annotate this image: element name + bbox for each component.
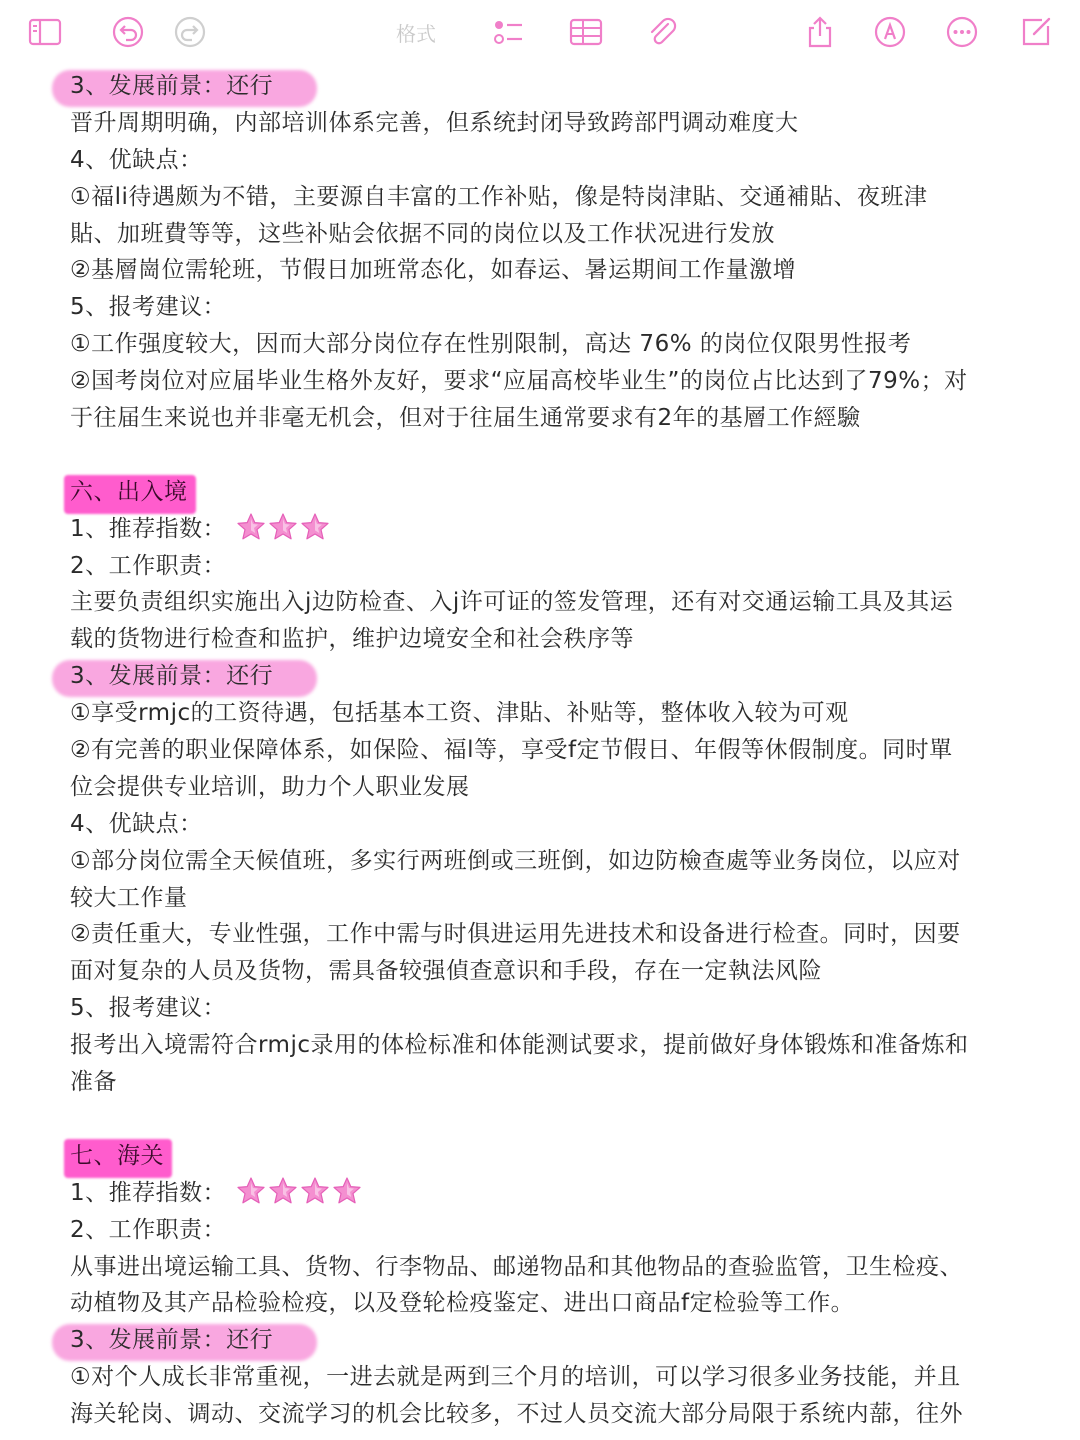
star-icon (268, 512, 298, 542)
star-icon (268, 1176, 298, 1206)
note-line: ②国考岗位对应届毕业生格外友好，要求“应届高校毕业生”的岗位占比达到了79%；对 (70, 368, 968, 395)
note-line: 于往届生来说也并非毫无机会，但对于往届生通常要求有2年的基層工作經驗 (70, 405, 861, 432)
star-icon (300, 512, 330, 542)
rating-stars-customs (236, 1176, 362, 1206)
notes-toolbar (0, 0, 1080, 62)
star-icon (332, 1176, 362, 1206)
section-heading (70, 474, 1030, 511)
star-icon (300, 1176, 330, 1206)
note-line: ①工作强度较大，因而大部分岗位存在性别限制，高达 76% 的岗位仅限男性报考 (70, 331, 912, 358)
blank-line (70, 437, 1030, 474)
note-line: 5、报考建议： (70, 995, 227, 1022)
undo-icon[interactable] (108, 12, 148, 52)
more-icon[interactable] (942, 12, 982, 52)
note-line: 位会提供专业培训，助力个人职业发展 (70, 773, 470, 800)
sidebar-icon[interactable] (25, 12, 65, 52)
rating-label: 1、推荐指数： (70, 1179, 227, 1206)
rating-label: 1、推荐指数： (70, 515, 227, 542)
note-line: 载的货物进行检查和监护，维护边境安全和社会秩序等 (70, 626, 634, 653)
checklist-icon[interactable] (488, 12, 528, 52)
blank-line (70, 1101, 1030, 1138)
note-line: 准备 (70, 1069, 117, 1096)
note-line (70, 1175, 1030, 1212)
note-line: 从事进出境运输工具、货物、行李物品、邮递物品和其他物品的查验监管，卫生检疫、 (70, 1253, 963, 1280)
note-line: ①福li待遇颇为不错，主要源自丰富的工作补贴，像是特岗津貼、交通補貼、夜班津 (70, 183, 928, 210)
note-line: 貼、加班費等等，这些补贴会依据不同的岗位以及工作状况进行发放 (70, 220, 775, 247)
format-label[interactable]: 格式 (396, 22, 436, 46)
note-line: 较大工作量 (70, 884, 188, 911)
section-heading (70, 1138, 1030, 1175)
compose-icon[interactable] (1016, 12, 1056, 52)
note-line: 报考出入境需符合rmjc录用的体检标准和体能测试要求，提前做好身体锻炼和准备炼和 (70, 1032, 969, 1059)
redo-icon[interactable] (170, 12, 210, 52)
note-line: ①享受rmjc的工资待遇，包括基本工资、津貼、补贴等，整体收入较为可观 (70, 700, 849, 727)
note-line (70, 658, 1030, 695)
note-line: 4、优缺点： (70, 146, 203, 173)
soft-highlight: 3、发展前景：还行 (70, 1322, 273, 1359)
rating-stars-exit-entry (236, 512, 330, 542)
note-line: 主要负责组织实施出入j边防检查、入j许可证的签发管理，还有对交通运输工具及其运 (70, 589, 954, 616)
share-icon[interactable] (800, 12, 840, 52)
note-line (70, 1322, 1030, 1359)
note-line: 动植物及其产品检验检疫，以及登轮检疫鉴定、进出口商品f定检验等工作。 (70, 1290, 855, 1317)
note-line: 海关轮岗、调动、交流学习的机会比较多，不过人员交流大部分局限于系统内蔀，往外 (70, 1401, 963, 1428)
note-line: ②基層崗位需轮班，节假日加班常态化，如春运、暑运期间工作量激增 (70, 257, 797, 284)
note-line: 4、优缺点： (70, 810, 203, 837)
soft-highlight: 3、发展前景：还行 (70, 68, 273, 105)
note-line: 5、报考建议： (70, 294, 227, 321)
note-line: ②责任重大，专业性强，工作中需与时俱进运用先进技术和设备进行检查。同时，因要 (70, 921, 961, 948)
note-line: 面对复杂的人员及货物，需具备较强偵查意识和手段，存在一定執法风险 (70, 958, 822, 985)
note-line: 2、工作职责： (70, 1216, 227, 1243)
note-line (70, 68, 1030, 105)
note-body[interactable] (70, 68, 1030, 1433)
note-line (70, 511, 1030, 548)
star-icon (236, 1176, 266, 1206)
star-icon (236, 512, 266, 542)
note-line: ①部分岗位需全天候值班，多实行两班倒或三班倒，如边防檢查處等业务岗位，以应对 (70, 847, 961, 874)
note-line: 晋升周期明确，内部培训体系完善，但系统封闭导致跨部門调动难度大 (70, 109, 799, 136)
table-icon[interactable] (566, 12, 606, 52)
soft-highlight: 3、发展前景：还行 (70, 658, 273, 695)
strong-highlight: 七、海关 (70, 1138, 164, 1175)
note-line: ②有完善的职业保障体系，如保险、福l等，享受f定节假日、年假等休假制度。同时單 (70, 737, 953, 764)
strong-highlight: 六、出入境 (70, 474, 188, 511)
markup-pen-icon[interactable] (870, 12, 910, 52)
attachment-icon[interactable] (642, 12, 682, 52)
note-line: 2、工作职责： (70, 552, 227, 579)
note-line: ①对个人成长非常重视，一进去就是两到三个月的培训，可以学习很多业务技能，并且 (70, 1364, 961, 1391)
